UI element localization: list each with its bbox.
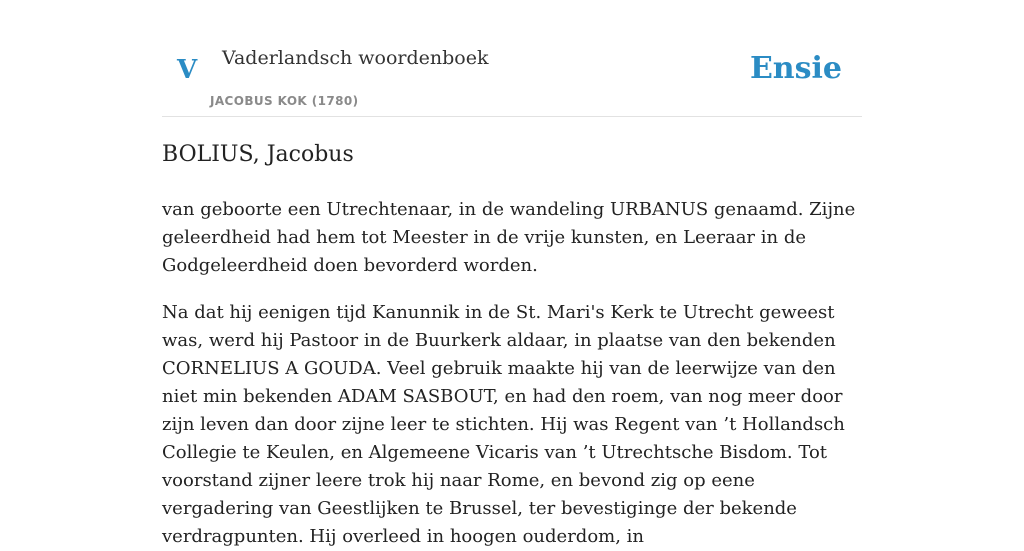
book-logo-letter[interactable]: V	[177, 55, 198, 85]
book-title[interactable]: Vaderlandsch woordenboek	[222, 47, 489, 69]
site-header	[162, 0, 862, 117]
entry-paragraph: Na dat hij eenigen tijd Kanunnik in de St. Mari's Kerk te Utrecht geweest was, werd hij Pastoor in de Buurkerk aldaar, in plaatse van den bekenden CORNELIUS A GOUDA. Veel gebruik maakte hij van de leerwijze van den niet min bekenden ADAM SASBOUT, en had den roem, van nog meer door zijn leven dan door zijne leer te stichten. Hij was Regent van ’t Hollandsch Collegie te Keulen, en Algemeene Vicaris van ’t Utrechtsche Bisdom. Tot voorstand zijner leere trok hij naar Rome, en bevond zig op eene vergadering van Geestlijken te Brussel, ter bevestiginge der bekende verdragpunten. Hij overleed in hoogen ouderdom, in	[162, 302, 845, 547]
entry-paragraph: van geboorte een Utrechtenaar, in de wandeling URBANUS genaamd. Zijne geleerdheid had hem tot Meester in de vrije kunsten, en Leeraar in de Godgeleerdheid doen bevorderd worden.	[162, 199, 856, 276]
entry-article	[162, 136, 862, 551]
entry-title: BOLIUS, Jacobus	[162, 142, 354, 167]
ensie-logo-link[interactable]: Ensie	[749, 51, 842, 86]
book-author: JACOBUS KOK (1780)	[210, 94, 359, 108]
